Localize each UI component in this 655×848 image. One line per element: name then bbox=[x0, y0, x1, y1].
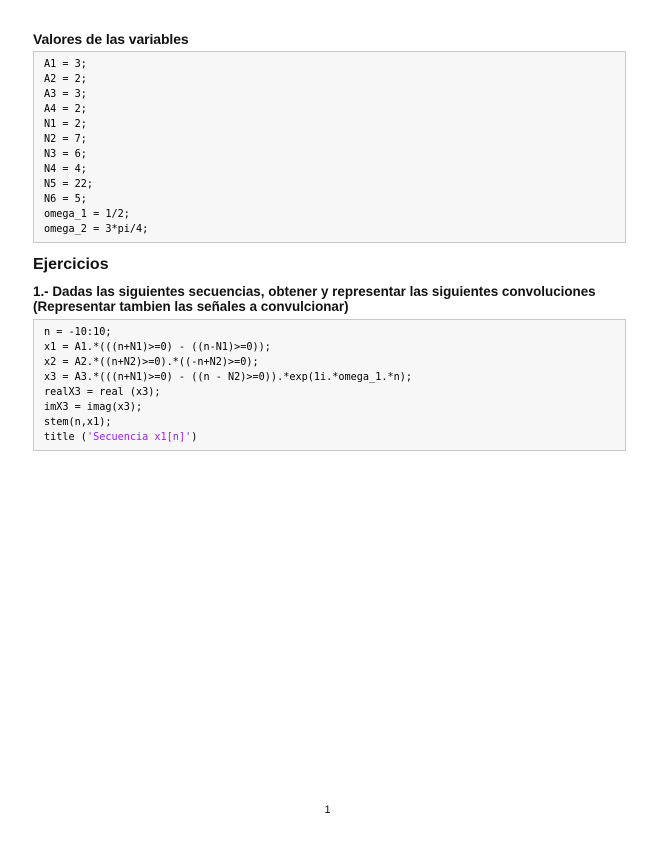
exercise-1-statement: 1.- Dadas las siguientes secuencias, obtener y representar las siguientes convoluciones (Representar tambien las señales a convulcionar) bbox=[33, 284, 596, 314]
string-literal: 'Secuencia x1[n]' bbox=[86, 432, 192, 443]
code-line: A3 = 3; bbox=[44, 89, 87, 100]
document-page bbox=[33, 0, 626, 848]
code-line: omega_2 = 3*pi/4; bbox=[44, 224, 149, 235]
code-line: imX3 = imag(x3); bbox=[44, 402, 143, 413]
section-title-values: Valores de las variables bbox=[33, 31, 189, 47]
code-line: N1 = 2; bbox=[44, 119, 87, 130]
code-line: N5 = 22; bbox=[44, 179, 94, 190]
code-line-title-call bbox=[44, 430, 615, 445]
code-line: omega_1 = 1/2; bbox=[44, 209, 130, 220]
code-line: A2 = 2; bbox=[44, 74, 87, 85]
code-line: N4 = 4; bbox=[44, 164, 87, 175]
code-line: A1 = 3; bbox=[44, 59, 87, 70]
code-line: N3 = 6; bbox=[44, 149, 87, 160]
code-line: realX3 = real (x3); bbox=[44, 387, 161, 398]
code-line: x3 = A3.*(((n+N1)>=0) - ((n - N2)>=0)).*exp(1i.*omega_1.*n); bbox=[44, 372, 413, 383]
code-block-variables bbox=[33, 51, 626, 243]
code-line: n = -10:10; bbox=[44, 327, 112, 338]
code-line: A4 = 2; bbox=[44, 104, 87, 115]
section-title-exercises: Ejercicios bbox=[33, 256, 109, 273]
code-line: N2 = 7; bbox=[44, 134, 87, 145]
code-line: N6 = 5; bbox=[44, 194, 87, 205]
code-block-exercise-1 bbox=[33, 319, 626, 451]
code-line: x2 = A2.*((n+N2)>=0).*((-n+N2)>=0); bbox=[44, 357, 259, 368]
title-call-suffix: ) bbox=[191, 432, 198, 443]
code-line: stem(n,x1); bbox=[44, 417, 112, 428]
code-line: x1 = A1.*(((n+N1)>=0) - ((n-N1)>=0)); bbox=[44, 342, 271, 353]
page-number: 1 bbox=[324, 804, 331, 816]
title-call-prefix: title ( bbox=[44, 432, 87, 443]
